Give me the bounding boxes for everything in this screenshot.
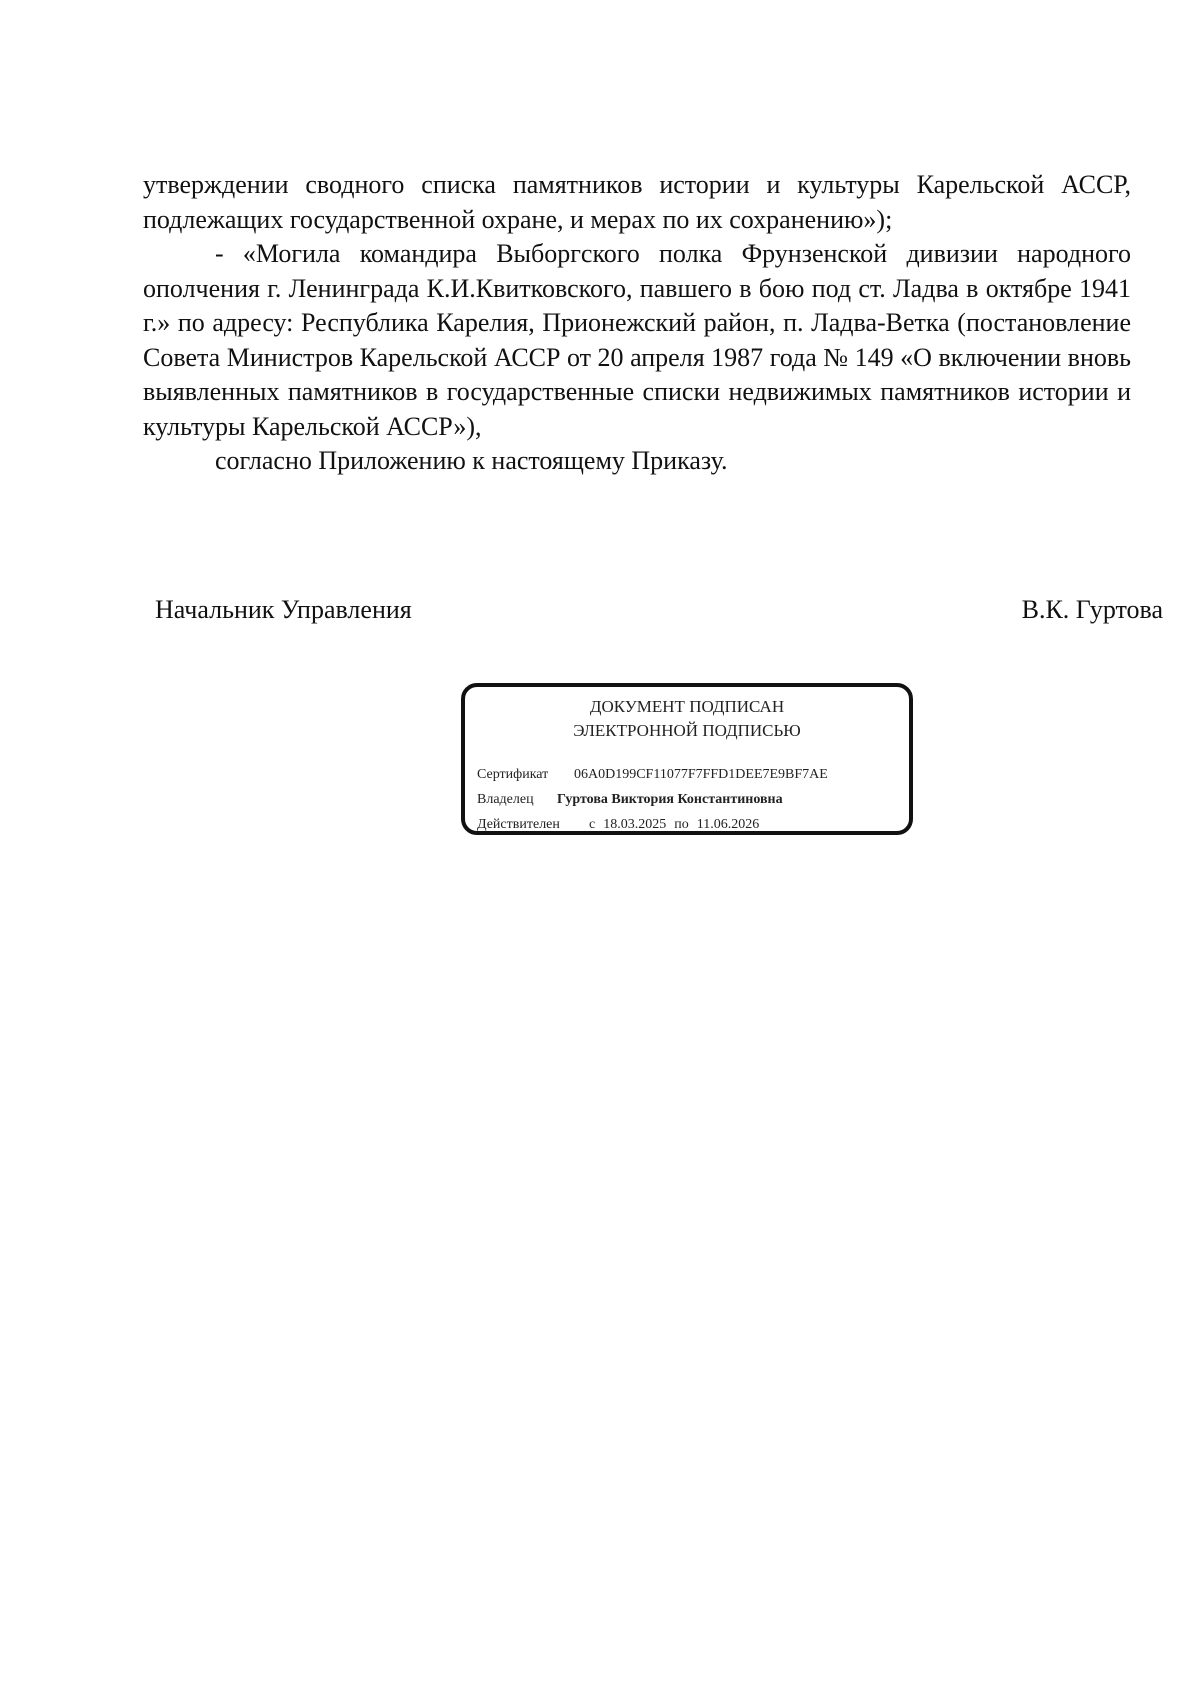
paragraph-continuation: утверждении сводного списка памятников истории и культуры Карельской АССР, подлежащих государственной охране, и мерах по их сохранению»); [143,170,1131,234]
stamp-validity-row [477,815,759,835]
valid-to-date: 11.06.2026 [696,817,760,832]
certificate-value: 06A0D199CF11077F7FFD1DEE7E9BF7AE [574,767,828,782]
valid-to-prefix: по [674,817,689,832]
stamp-header-line-2: ЭЛЕКТРОННОЙ ПОДПИСЬЮ [573,721,801,740]
validity-label: Действителен [477,817,560,832]
owner-label: Владелец [477,792,534,807]
stamp-owner-row [477,790,783,810]
stamp-certificate-row [477,765,828,785]
electronic-signature-stamp [461,683,913,835]
owner-value: Гуртова Виктория Константиновна [557,792,783,807]
valid-from-prefix: с [589,817,596,832]
signature-block [155,593,1163,627]
signatory-position: Начальник Управления [155,595,412,624]
document-body [143,168,1131,479]
certificate-label: Сертификат [477,767,549,782]
valid-from-date: 18.03.2025 [603,817,667,832]
signatory-name: В.К. Гуртова [1021,595,1163,624]
stamp-header-line-1: ДОКУМЕНТ ПОДПИСАН [589,697,785,716]
stamp-header [465,695,909,743]
paragraph-appendix-reference: согласно Приложению к настоящему Приказу. [215,446,728,475]
paragraph-monument-item: - «Могила командира Выборгского полка Фрунзенской дивизии народного ополчения г. Ленинграда К.И.Квитковского, павшего в бою под ст. Ладва в октябре 1941 г.» по адресу: Республика Карелия, Прионежский район, п. Ладва-Ветка (постановление Совета Министров Карельской АССР от 20 апреля 1987 года № 149 «О включении вновь выявленных памятников в государственные списки недвижимых памятников истории и культуры Карельской АССР»), [143,239,1131,441]
